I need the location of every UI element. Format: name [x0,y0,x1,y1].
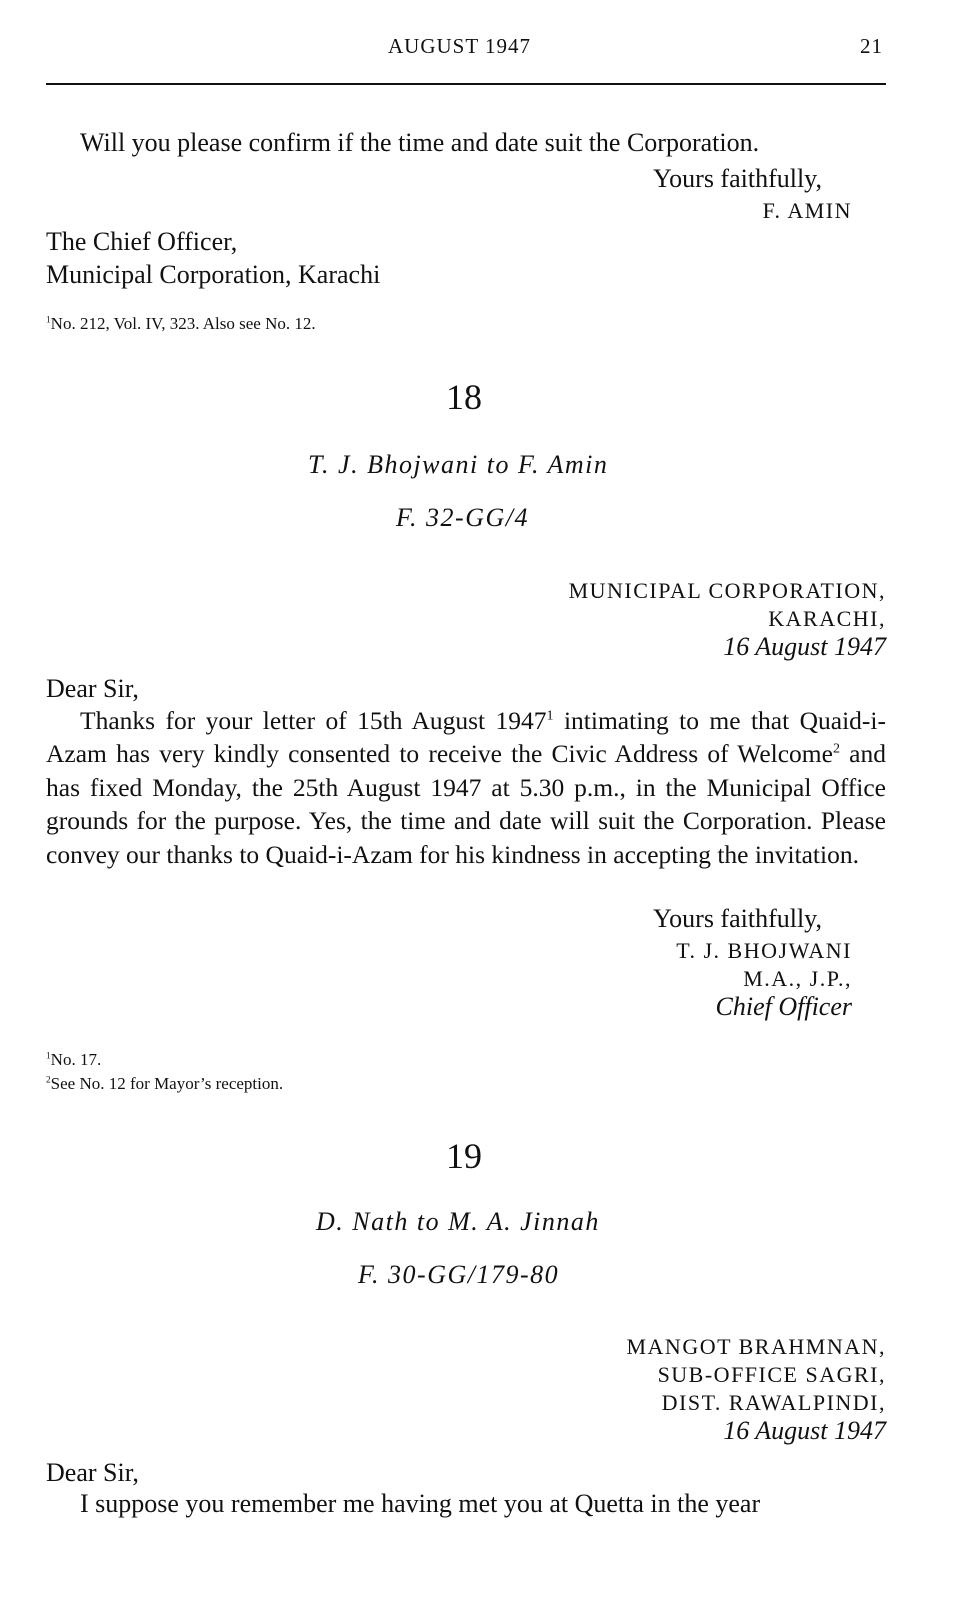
footnote-text: No. 212, Vol. IV, 323. Also see No. 12. [50,314,316,333]
doc19-body: I suppose you remember me having met you at Quetta in the year [80,1489,761,1518]
doc18-designation: Chief Officer [715,992,852,1021]
doc18-footnote-ref-1: 1 [546,708,554,724]
document-number-18: 18 [446,377,482,417]
doc18-body-part3: and has fixed Monday, the 25th August 1947 at 5.30 p.m., in the Municipal Office grounds for the purpose. Yes, the time and date will suit the Corporation. Please convey our thanks to Quaid-i-Azam for his kindness in accepting the invitation. [46,739,887,869]
footnote-marker: 1 [46,315,51,326]
doc18-body-part1: Thanks for your letter of 15th August 1947 [80,706,547,735]
footnote-marker: 1 [46,1051,51,1062]
doc19-address-line1: MANGOT BRAHMNAN, [626,1334,886,1359]
footnote-marker: 2 [46,1075,51,1086]
doc18-footnote-2 [46,1074,283,1094]
continuation-footnote [46,314,316,334]
document-number-19: 19 [446,1136,482,1176]
doc18-body-part2: intimating to me that Quaid-i-Azam has very kindly consented to receive the Civic Address of Welcome [46,706,886,769]
doc18-salutation: Dear Sir, [46,674,139,703]
doc18-footnote-1 [46,1050,101,1070]
doc19-salutation: Dear Sir, [46,1458,139,1487]
doc19-title: D. Nath to M. A. Jinnah [316,1207,600,1236]
doc18-address-line2: KARACHI, [768,606,886,631]
continuation-addressee-line2: Municipal Corporation, Karachi [46,260,381,289]
doc18-date: 16 August 1947 [723,632,886,661]
doc18-closing: Yours faithfully, [652,904,822,933]
doc18-footnote-ref-2: 2 [832,741,840,757]
doc18-reference: F. 32-GG/4 [396,503,529,532]
footnote-text: See No. 12 for Mayor’s reception. [50,1074,284,1093]
continuation-text: Will you please confirm if the time and date suit the Corporation. [80,128,760,157]
page-number: 21 [860,34,883,58]
running-header-title: AUGUST 1947 [388,34,532,58]
continuation-closing: Yours faithfully, [652,164,822,193]
doc19-address-line3: DIST. RAWALPINDI, [661,1390,886,1415]
doc19-reference: F. 30-GG/179-80 [358,1260,560,1289]
footnote-text: No. 17. [50,1050,102,1069]
doc19-date: 16 August 1947 [723,1416,886,1445]
continuation-signature: F. AMIN [762,198,852,223]
doc18-body [46,704,886,871]
doc18-title: T. J. Bhojwani to F. Amin [308,450,609,479]
doc19-address-line2: SUB-OFFICE SAGRI, [657,1362,886,1387]
doc18-address-line1: MUNICIPAL CORPORATION, [568,578,886,603]
header-rule [46,83,886,85]
continuation-addressee-line1: The Chief Officer, [46,227,238,256]
doc18-qualification: M.A., J.P., [743,966,852,991]
doc18-signature: T. J. BHOJWANI [676,938,852,963]
